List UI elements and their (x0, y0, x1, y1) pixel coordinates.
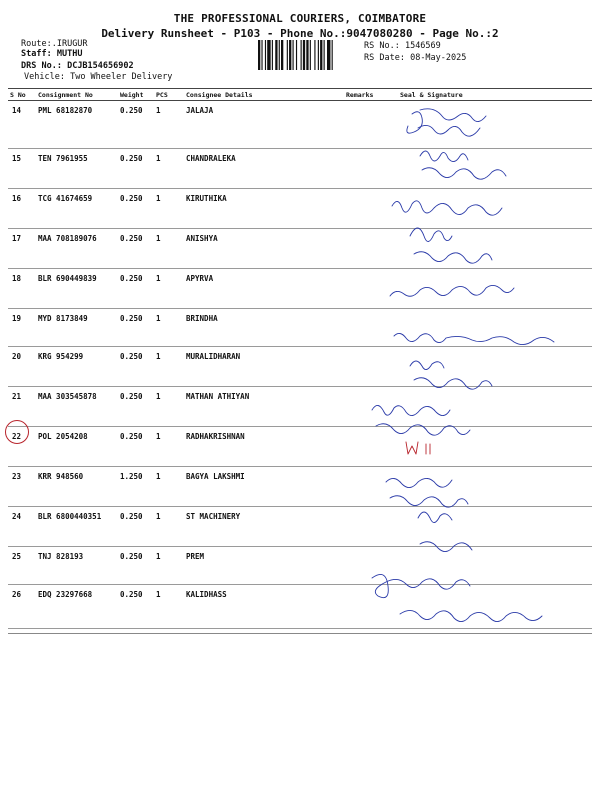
barcode-bar (310, 40, 311, 70)
signature-row-21 (372, 405, 470, 454)
consignee-cell: ANISHYA (184, 229, 344, 269)
barcode-bar (303, 40, 305, 70)
consignee-cell: JALAJA (184, 101, 344, 149)
pcs-cell: 1 (154, 507, 184, 547)
consignee-cell: BAGYA LAKSHMI (184, 467, 344, 507)
pcs-cell: 1 (154, 547, 184, 585)
rs-date-label: RS Date: (364, 53, 405, 63)
column-header-pcs: PCS (154, 89, 184, 101)
sno-cell: 16 (8, 189, 36, 229)
consignment-cell: MAA 303545878 (36, 387, 118, 427)
runsheet-subtitle: Delivery Runsheet - P103 - Phone No.:9047080280 - Page No.:2 (101, 27, 499, 40)
pcs-cell: 1 (154, 427, 184, 467)
sno-cell: 21 (8, 387, 36, 427)
rs-date-line (364, 53, 466, 63)
drs-line (21, 61, 134, 71)
barcode-bar (318, 40, 319, 70)
consignment-cell: BLR 690449839 (36, 269, 118, 309)
signature-row-15 (420, 151, 506, 179)
signature-row-18 (390, 285, 514, 296)
column-header-weight: Weight (118, 89, 154, 101)
consignee-cell: KALIDHASS (184, 585, 344, 629)
handwritten-signatures (360, 98, 592, 638)
rs-no-label: RS No.: (364, 41, 400, 51)
barcode-bar (320, 40, 322, 70)
sno-cell: 25 (8, 547, 36, 585)
weight-cell: 0.250 (118, 387, 154, 427)
column-header-consignee: Consignee Details (184, 89, 344, 101)
pcs-cell: 1 (154, 269, 184, 309)
consignment-cell: TEN 7961955 (36, 149, 118, 189)
signature-row-20 (410, 361, 492, 389)
sno-cell: 24 (8, 507, 36, 547)
barcode-bar (324, 40, 325, 70)
sno-cell: 20 (8, 347, 36, 387)
signature-row-19 (394, 333, 554, 344)
drs-value: DCJB154656902 (67, 61, 134, 71)
route-label: Route: (21, 39, 52, 49)
signature-row-14 (407, 109, 486, 136)
consignee-cell: PREM (184, 547, 344, 585)
consignee-cell: ST MACHINERY (184, 507, 344, 547)
sno-cell: 18 (8, 269, 36, 309)
pcs-cell: 1 (154, 347, 184, 387)
vehicle-label: Vehicle: (24, 72, 65, 82)
barcode-bar (261, 40, 262, 70)
signature-row-24 (418, 512, 472, 552)
column-header-signature: Seal & Signature (398, 89, 592, 101)
pcs-cell: 1 (154, 387, 184, 427)
pcs-cell: 1 (154, 101, 184, 149)
drs-label: DRS No.: (21, 61, 62, 71)
sno-cell: 17 (8, 229, 36, 269)
weight-cell: 0.250 (118, 507, 154, 547)
sno-cell: 22 (8, 427, 36, 467)
barcode-bar (287, 40, 288, 70)
consignment-cell: KRR 948560 (36, 467, 118, 507)
consignee-cell: BRINDHA (184, 309, 344, 347)
rs-no-value: 1546569 (404, 41, 441, 51)
consignee-cell: MURALIDHARAN (184, 347, 344, 387)
barcode-bar (258, 40, 260, 70)
barcode-bar (327, 40, 330, 70)
barcode-bar (332, 40, 333, 70)
consignee-cell: CHANDRALEKA (184, 149, 344, 189)
weight-cell: 0.250 (118, 229, 154, 269)
barcode-bar (281, 40, 283, 70)
barcode (258, 40, 356, 70)
barcode-bar (265, 40, 266, 70)
consignment-cell: KRG 954299 (36, 347, 118, 387)
column-header-consignment: Consignment No (36, 89, 118, 101)
staff-line (21, 49, 82, 59)
consignment-cell: TNJ 828193 (36, 547, 118, 585)
weight-cell: 0.250 (118, 101, 154, 149)
barcode-bar (279, 40, 280, 70)
pcs-cell: 1 (154, 309, 184, 347)
route-value: .IRUGUR (51, 39, 88, 49)
weight-cell: 0.250 (118, 585, 154, 629)
weight-cell: 0.250 (118, 269, 154, 309)
pcs-cell: 1 (154, 189, 184, 229)
weight-cell: 0.250 (118, 347, 154, 387)
sno-cell: 15 (8, 149, 36, 189)
consignment-cell: POL 2054208 (36, 427, 118, 467)
consignment-cell: TCG 41674659 (36, 189, 118, 229)
barcode-bar (306, 40, 308, 70)
barcode-bar (296, 40, 297, 70)
barcode-bar (289, 40, 291, 70)
signature-row-16 (392, 201, 502, 215)
column-header-sno: S No (8, 89, 36, 101)
consignee-cell: APYRVA (184, 269, 344, 309)
barcode-bar (301, 40, 302, 70)
barcode-bar (272, 40, 273, 70)
staff-value: MUTHU (56, 49, 83, 59)
consignment-cell: BLR 6800440351 (36, 507, 118, 547)
consignee-cell: MATHAN ATHIYAN (184, 387, 344, 427)
consignment-cell: EDQ 23297668 (36, 585, 118, 629)
sno-cell: 23 (8, 467, 36, 507)
consignee-cell: KIRUTHIKA (184, 189, 344, 229)
pcs-cell: 1 (154, 229, 184, 269)
column-header-remarks: Remarks (344, 89, 398, 101)
document-title: THE PROFESSIONAL COURIERS, COIMBATORE (173, 12, 427, 25)
route-line (21, 39, 88, 49)
pcs-cell: 1 (154, 585, 184, 629)
signature-row-17 (410, 228, 492, 263)
rs-no-line (364, 41, 441, 51)
weight-cell: 0.250 (118, 547, 154, 585)
consignment-cell: MAA 708189076 (36, 229, 118, 269)
pcs-cell: 1 (154, 149, 184, 189)
consignment-cell: MYD 8173849 (36, 309, 118, 347)
vehicle-value: Two Wheeler Delivery (70, 72, 173, 82)
pcs-cell: 1 (154, 467, 184, 507)
rs-date-value: 08-May-2025 (410, 53, 467, 63)
sno-cell: 14 (8, 101, 36, 149)
barcode-bar (314, 40, 315, 70)
weight-cell: 0.250 (118, 309, 154, 347)
signature-row-26 (372, 574, 542, 621)
consignment-cell: PML 68182870 (36, 101, 118, 149)
barcode-bar (275, 40, 277, 70)
barcode-bar (293, 40, 294, 70)
staff-label: Staff: (21, 49, 52, 59)
sno-cell: 19 (8, 309, 36, 347)
consignee-cell: RADHAKRISHNAN (184, 427, 344, 467)
weight-cell: 0.250 (118, 149, 154, 189)
weight-cell: 0.250 (118, 427, 154, 467)
weight-cell: 1.250 (118, 467, 154, 507)
signature-row-23 (386, 478, 468, 507)
serial-highlight-circle (5, 420, 29, 444)
vehicle-line (24, 72, 172, 82)
weight-cell: 0.250 (118, 189, 154, 229)
sno-cell: 26 (8, 585, 36, 629)
barcode-bar (267, 40, 270, 70)
